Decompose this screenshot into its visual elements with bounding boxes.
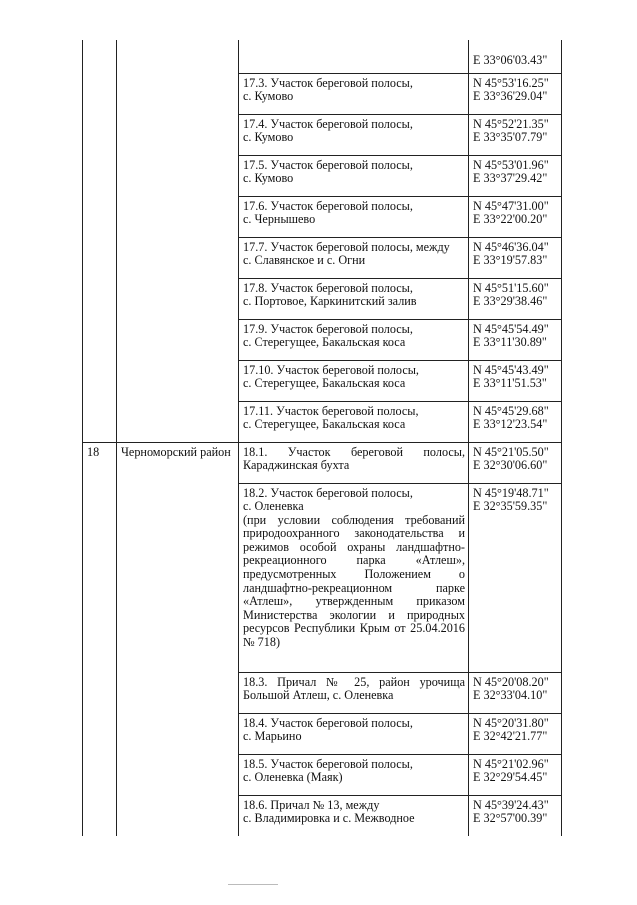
longitude: E 32°30'06.60" [473, 458, 548, 473]
coordinates-cell [469, 401, 562, 442]
coordinates-cell [469, 114, 562, 155]
description-line: с. Кумово [243, 89, 294, 104]
location-description [239, 483, 469, 672]
location-description [239, 319, 469, 360]
location-description [239, 73, 469, 114]
latitude: N 45°19'48.71" [473, 485, 549, 500]
table-row [83, 40, 562, 73]
latitude: N 45°20'31.80" [473, 715, 549, 730]
location-description [239, 795, 469, 836]
coordinates-cell [469, 754, 562, 795]
latitude: N 45°53'01.96" [473, 157, 549, 172]
coordinates-cell [469, 40, 562, 73]
coordinates-cell [469, 483, 562, 672]
coordinates-cell [469, 795, 562, 836]
description-line: 17.9. Участок береговой полосы, [243, 321, 413, 336]
location-description [239, 672, 469, 713]
location-description [239, 442, 469, 483]
location-description [239, 278, 469, 319]
description-line: 17.10. Участок береговой полосы, [243, 362, 419, 377]
longitude: E 32°57'00.39" [473, 811, 548, 826]
district-cell: Черноморский район [117, 442, 239, 836]
longitude: E 32°42'21.77" [473, 729, 548, 744]
description-line: с. Стерегущее, Бакальская коса [243, 376, 406, 391]
latitude: N 45°21'05.50" [473, 444, 549, 459]
description-line: 18.4. Участок береговой полосы, [243, 715, 413, 730]
description-line: с. Славянское и с. Огни [243, 253, 366, 268]
description-line: с. Владимировка и с. Межводное [243, 811, 415, 826]
coordinates-cell [469, 713, 562, 754]
longitude: E 33°11'30.89" [473, 335, 547, 350]
location-description [239, 754, 469, 795]
coordinates-cell [469, 196, 562, 237]
row-number [83, 40, 117, 442]
latitude: N 45°21'02.96" [473, 756, 549, 771]
description-line: 17.8. Участок береговой полосы, [243, 280, 413, 295]
description-line: 17.7. Участок береговой полосы, между [243, 239, 450, 254]
description-line: Большой Атлеш, с. Оленевка [243, 688, 394, 703]
description-line: 18.3. Причал № 25, район урочища [243, 674, 465, 689]
locations-table [82, 40, 562, 836]
table-row [83, 442, 562, 483]
longitude: E 32°29'54.45" [473, 770, 548, 785]
latitude: N 45°51'15.60" [473, 280, 549, 295]
description-line: 17.3. Участок береговой полосы, [243, 75, 413, 90]
longitude: E 33°12'23.54" [473, 417, 548, 432]
description-line: 17.6. Участок береговой полосы, [243, 198, 413, 213]
latitude: N 45°52'21.35" [473, 116, 549, 131]
latitude: N 45°46'36.04" [473, 239, 549, 254]
coordinates-cell [469, 73, 562, 114]
coordinates-cell [469, 237, 562, 278]
longitude: E 32°33'04.10" [473, 688, 548, 703]
description-line: с. Кумово [243, 130, 294, 145]
latitude: N 45°39'24.43" [473, 797, 549, 812]
coordinates-cell [469, 442, 562, 483]
description-line: с. Стерегущее, Бакальская коса [243, 417, 406, 432]
location-description [239, 237, 469, 278]
description-line: с. Кумово [243, 171, 294, 186]
description-line: 18.5. Участок береговой полосы, [243, 756, 413, 771]
location-description [239, 155, 469, 196]
longitude: E 33°29'38.46" [473, 294, 548, 309]
latitude: N 45°45'54.49" [473, 321, 549, 336]
latitude: N 45°53'16.25" [473, 75, 549, 90]
description-line: 18.6. Причал № 13, между [243, 797, 380, 812]
description-line: с. Оленевка [243, 499, 304, 514]
district-cell [117, 40, 239, 442]
description-line: Караджинская бухта [243, 458, 350, 473]
description-line: 17.11. Участок береговой полосы, [243, 403, 419, 418]
description-line: 18.1. Участок береговой полосы, [243, 444, 465, 459]
longitude: E 33°37'29.42" [473, 171, 548, 186]
description-note: (при условии соблюдения требований природоохранного законодательства и режимов особой охраны ландшафтно-рекреационного парка «Атлеш», предусмотренных Положением о ландшафтно-рекреационном парке «Атлеш», утвержденным приказом Министерства экологии и природных ресурсов Республики Крым от 25.04.2016 № 718) [243, 512, 465, 650]
description-line: с. Чернышево [243, 212, 316, 227]
description-line: 18.2. Участок береговой полосы, [243, 485, 413, 500]
description-line: 17.5. Участок береговой полосы, [243, 157, 413, 172]
location-description [239, 114, 469, 155]
location-description [239, 40, 469, 73]
description-line: с. Портовое, Каркинитский залив [243, 294, 417, 309]
description-line: 17.4. Участок береговой полосы, [243, 116, 413, 131]
longitude: E 33°11'51.53" [473, 376, 547, 391]
location-description [239, 360, 469, 401]
coordinates-cell [469, 672, 562, 713]
location-description [239, 713, 469, 754]
coordinates-cell [469, 360, 562, 401]
longitude: E 33°22'00.20" [473, 212, 548, 227]
latitude: N 45°20'08.20" [473, 674, 549, 689]
latitude: N 45°47'31.00" [473, 198, 549, 213]
coordinates-cell [469, 319, 562, 360]
longitude: E 33°35'07.79" [473, 130, 548, 145]
page-footer-mark [228, 884, 278, 885]
longitude: E 33°36'29.04" [473, 89, 548, 104]
description-line: с. Марьино [243, 729, 302, 744]
row-number: 18 [83, 442, 117, 836]
longitude: E 33°19'57.83" [473, 253, 548, 268]
coordinates-cell [469, 278, 562, 319]
latitude: N 45°45'43.49" [473, 362, 549, 377]
location-description [239, 401, 469, 442]
latitude: N 45°45'29.68" [473, 403, 549, 418]
location-description [239, 196, 469, 237]
coordinates-cell [469, 155, 562, 196]
longitude: E 32°35'59.35" [473, 499, 548, 514]
description-line: с. Стерегущее, Бакальская коса [243, 335, 406, 350]
longitude: E 33°06'03.43" [473, 53, 548, 67]
description-line: с. Оленевка (Маяк) [243, 770, 343, 785]
